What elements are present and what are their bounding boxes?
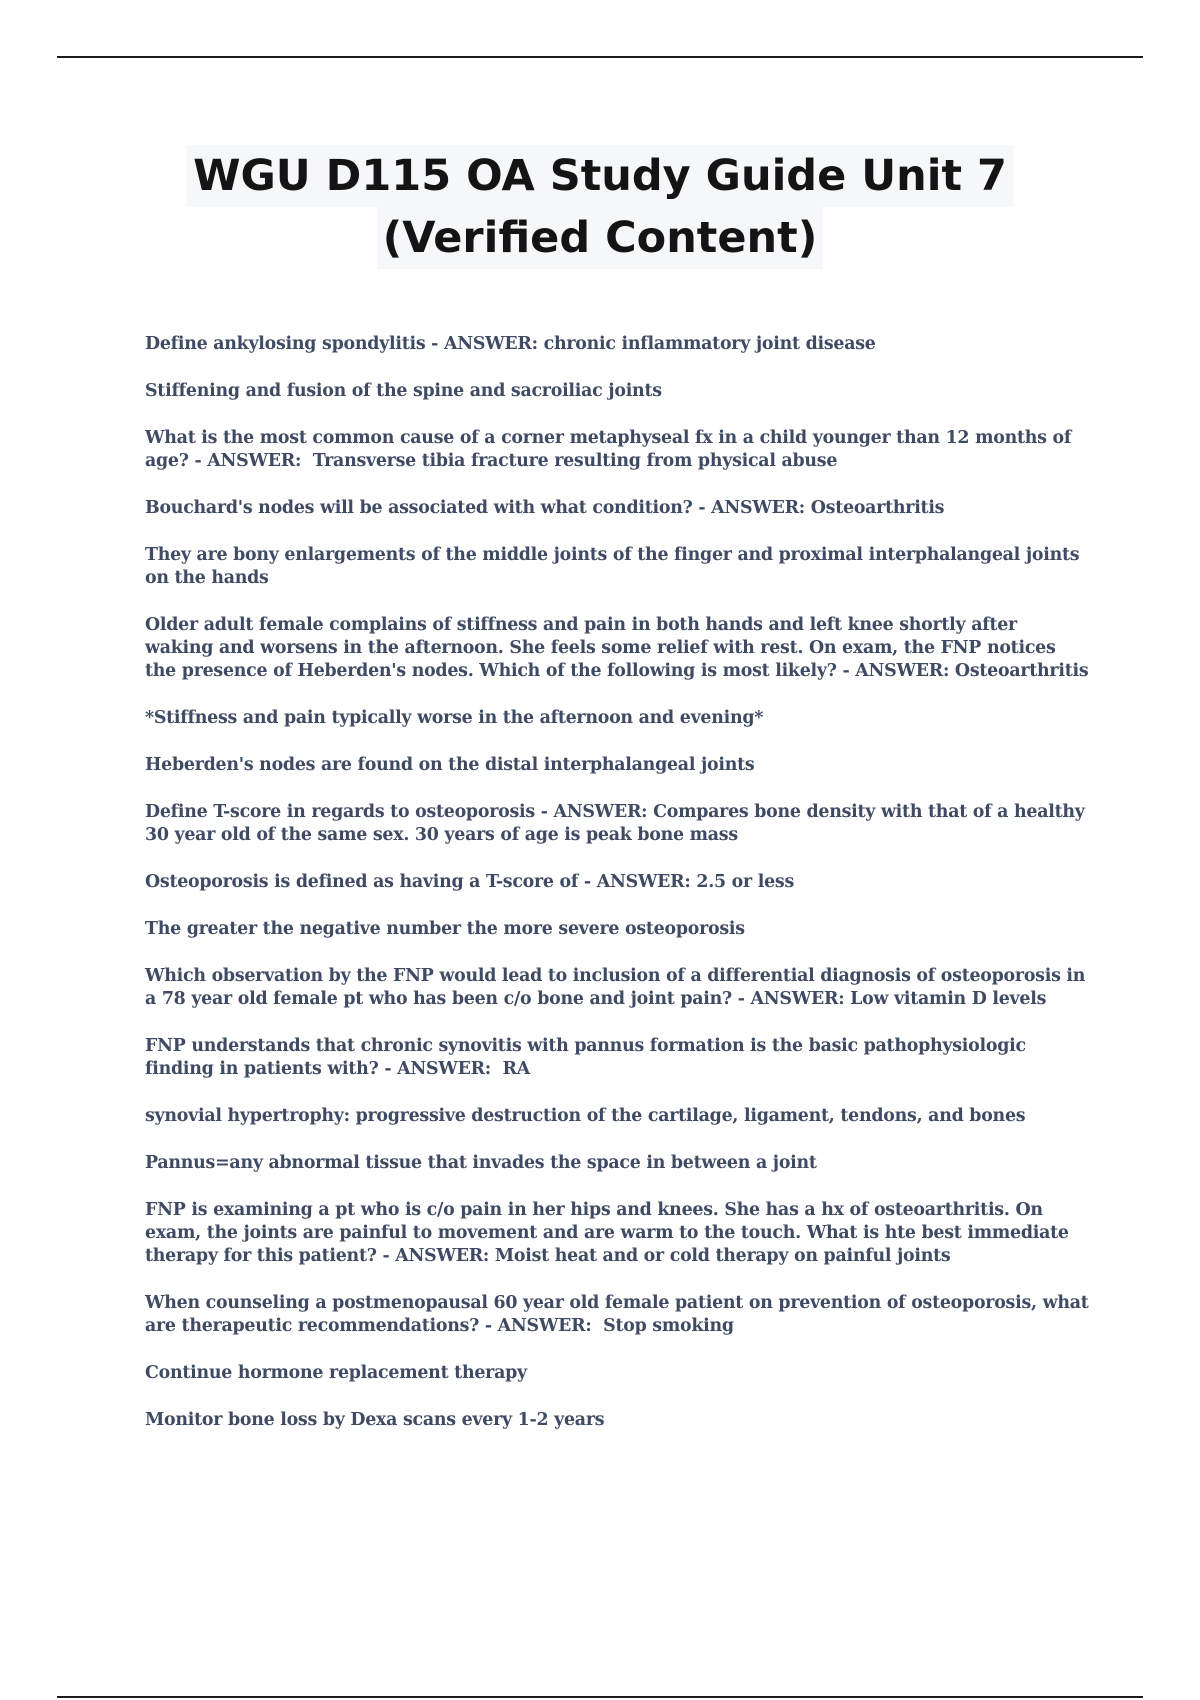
- document-title: [0, 145, 1200, 269]
- top-rule: [57, 56, 1143, 58]
- paragraph: FNP understands that chronic synovitis with pannus formation is the basic pathophysiologic finding in patients with? - ANSWER: RA: [145, 1036, 1032, 1079]
- bottom-rule: [57, 1696, 1143, 1698]
- title-line-2: (Verified Content): [377, 207, 824, 269]
- paragraph: Monitor bone loss by Dexa scans every 1-2 years: [145, 1410, 605, 1430]
- title-line-1: WGU D115 OA Study Guide Unit 7: [187, 145, 1013, 207]
- paragraph: Osteoporosis is defined as having a T-score of - ANSWER: 2.5 or less: [145, 872, 794, 892]
- paragraph: The greater the negative number the more severe osteoporosis: [145, 919, 745, 939]
- paragraph: What is the most common cause of a corner metaphyseal fx in a child younger than 12 months of age? - ANSWER: Transverse tibia fracture resulting from physical abuse: [145, 428, 1077, 471]
- paragraph: When counseling a postmenopausal 60 year old female patient on prevention of osteoporosis, what are therapeutic recommendations? - ANSWER: Stop smoking: [145, 1293, 1095, 1336]
- paragraph: Bouchard's nodes will be associated with what condition? - ANSWER: Osteoarthritis: [145, 498, 945, 518]
- paragraph: synovial hypertrophy: progressive destruction of the cartilage, ligament, tendons, and bones: [145, 1106, 1026, 1126]
- paragraph: Heberden's nodes are found on the distal interphalangeal joints: [145, 755, 755, 775]
- paragraph: They are bony enlargements of the middle joints of the finger and proximal interphalangeal joints on the hands: [145, 545, 1086, 588]
- paragraph: Stiffening and fusion of the spine and sacroiliac joints: [145, 381, 662, 401]
- paragraph: *Stiffness and pain typically worse in the afternoon and evening*: [145, 708, 764, 728]
- paragraph: Continue hormone replacement therapy: [145, 1363, 527, 1383]
- paragraph: Define T-score in regards to osteoporosis - ANSWER: Compares bone density with that of a healthy 30 year old of the same sex. 30 years of age is peak bone mass: [145, 802, 1091, 845]
- document-body: [145, 333, 1095, 1456]
- paragraph: Pannus=any abnormal tissue that invades the space in between a joint: [145, 1153, 817, 1173]
- paragraph: Define ankylosing spondylitis - ANSWER: chronic inflammatory joint disease: [145, 334, 876, 354]
- paragraph: Which observation by the FNP would lead to inclusion of a differential diagnosis of osteoporosis in a 78 year old female pt who has been c/o bone and joint pain? - ANSWER: Low vitamin D levels: [145, 966, 1091, 1009]
- paragraph: FNP is examining a pt who is c/o pain in her hips and knees. She has a hx of osteoarthritis. On exam, the joints are painful to movement and are warm to the touch. What is hte best immediate therapy for this patient? - ANSWER: Moist heat and or cold therapy on painful joints: [145, 1200, 1075, 1266]
- paragraph: Older adult female complains of stiffness and pain in both hands and left knee shortly after waking and worsens in the afternoon. She feels some relief with rest. On exam, the FNP notices the presence of Heberden's nodes. Which of the following is most likely? - ANSWER: Osteoarthritis: [145, 615, 1089, 681]
